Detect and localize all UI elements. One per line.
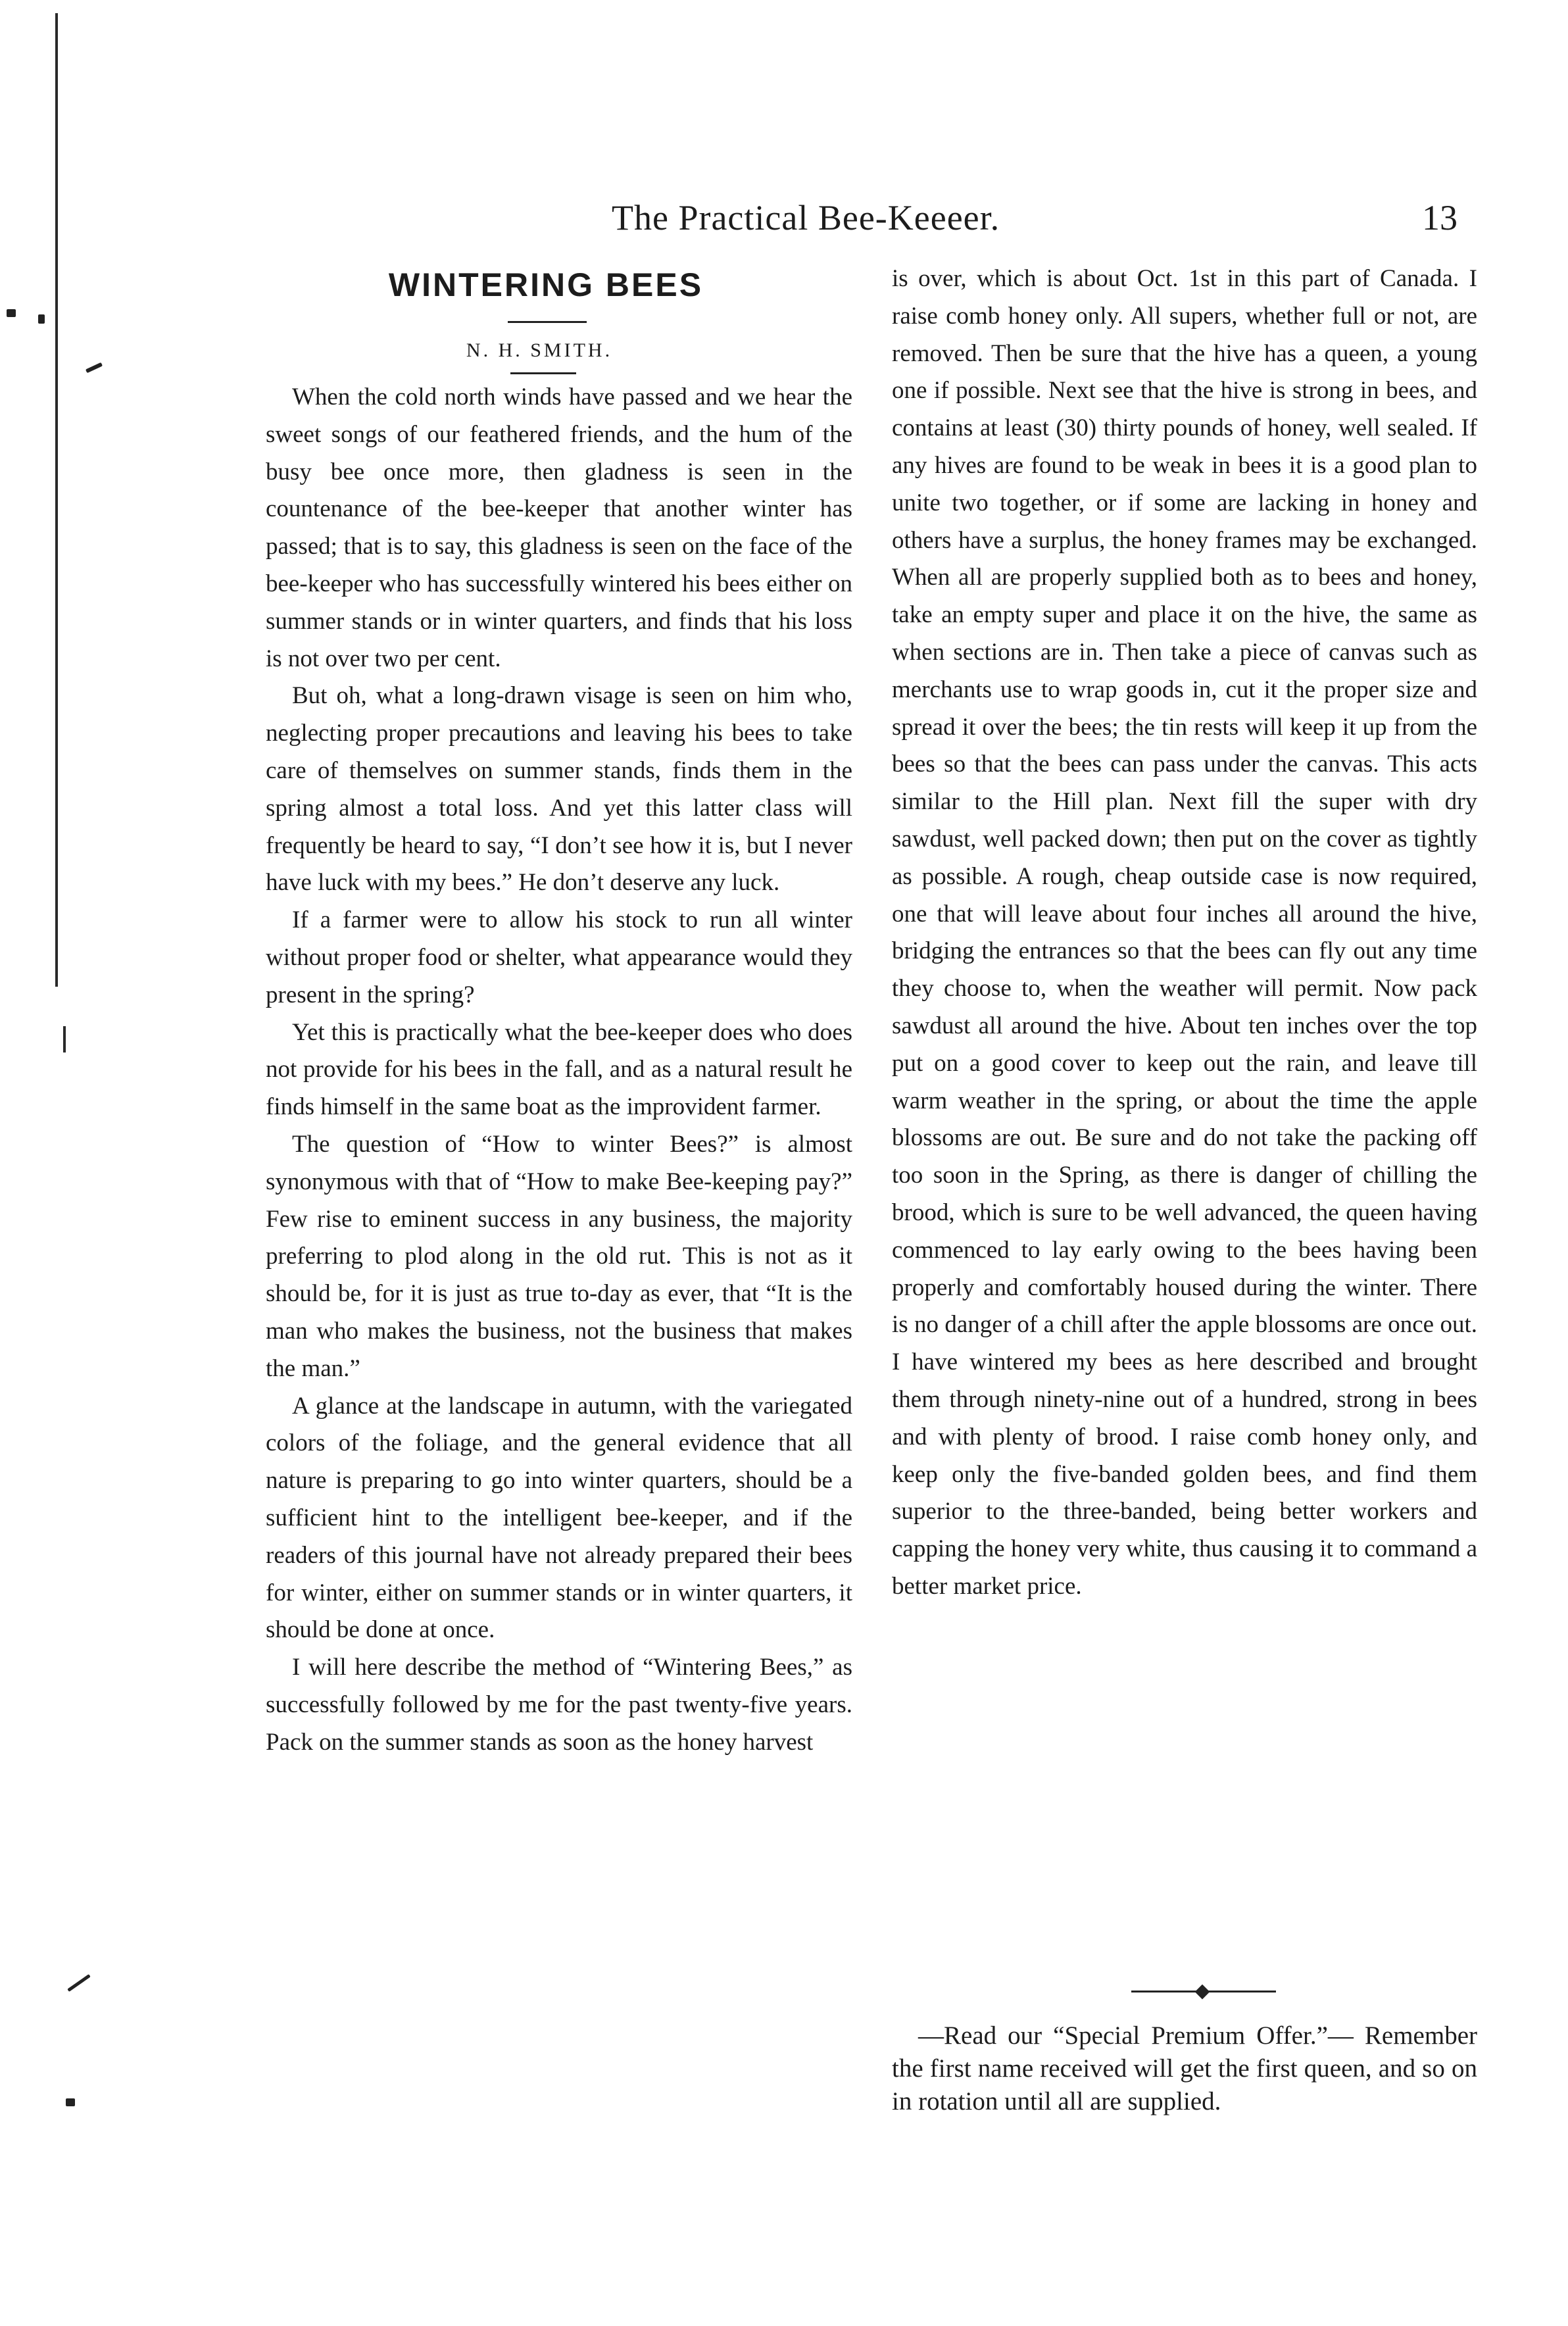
margin-rule-lower bbox=[63, 1026, 66, 1052]
notice-text: —Read our “Special Premium Offer.”— Remember the first name received will get the first queen, and so on in rotation until all are supplied. bbox=[892, 2021, 1477, 2116]
running-title: The Practical Bee-Keeeer. bbox=[612, 198, 1000, 237]
paragraph: Yet this is practically what the bee-keeper does who does not provide for his bees in the fall, and as a natural result he finds himself in the same boat as the improvident farmer. bbox=[266, 1018, 852, 1121]
margin-rule bbox=[55, 13, 58, 987]
section-divider bbox=[1131, 1987, 1276, 1996]
article-title: WINTERING BEES bbox=[388, 266, 704, 303]
margin-speck bbox=[38, 314, 45, 324]
page-number: 13 bbox=[1422, 198, 1458, 237]
byline: N. H. SMITH. bbox=[466, 339, 613, 361]
margin-speck bbox=[86, 362, 103, 373]
paragraph: A glance at the landscape in autumn, with the variegated colors of the foliage, and the general evidence that all nature is preparing to go into winter quarters, should be a sufficient hint to the intelligent bee-keeper, and if the readers of this journal have not already prepared their bees for winter, either on summer stands or in winter quarters, it should be done at once. bbox=[266, 1392, 852, 1644]
divider-ornament bbox=[1195, 1985, 1210, 2000]
paragraph: But oh, what a long-drawn visage is seen on him who, neglecting proper precautions and leaving his bees to take care of themselves on summer stands, finds them in the spring almost a total loss. And yet this latter class will frequently be heard to say, “I don’t see how it is, but I never have luck with my bees.” He don’t deserve any luck. bbox=[266, 682, 852, 897]
page-header bbox=[0, 197, 1568, 257]
title-rule bbox=[508, 321, 587, 323]
paragraph-continued: is over, which is about Oct. 1st in this part of Canada. I raise comb honey only. All supers, whether full or not, are removed. Then be sure that the hive has a queen, a young one if possible. Next see that the hive is strong in bees, and contains at least (30) thirty pounds of honey, well sealed. If any hives are found to be weak in bees it is a good plan to unite two together, or if some are lacking in honey and others have a surplus, the honey frames may be exchanged. When all are properly supplied both as to bees and honey, take an empty super and place it on the hive, the same as when sections are in. Then take a piece of canvas such as merchants use to wrap goods in, cut it the proper size and spread it over the bees; the tin rests will keep it up from the bees so that the bees can pass under the canvas. This acts similar to the Hill plan. Next fill the super with dry sawdust, well packed down; then put on the cover as tightly as possible. A rough, cheap outside case is now required, one that will leave about four inches all around the hive, bridging the entrances so that the bees can fly out any time they choose to, when the weather will permit. Now pack sawdust all around the hive. About ten inches over the top put on a good cover to keep out the rain, and leave till warm weather in the spring, or about the time the apple blossoms are out. Be sure and do not take the packing off too soon in the Spring, as there is danger of chilling the brood, which is sure to be well advanced, the queen having commenced to lay early owing to the bees having been properly and comfortably housed during the winter. There is no danger of a chill after the apple blossoms are once out. I have wintered my bees as here described and brought them through ninety-nine out of a hundred, strong in bees and with plenty of brood. I raise comb honey only, and keep only the five-banded golden bees, and find them superior to the three-banded, being better workers and capping the honey very white, thus causing it to command a better market price. bbox=[892, 265, 1477, 1600]
byline-rule bbox=[510, 372, 576, 374]
premium-offer-notice bbox=[892, 2019, 1477, 2118]
paragraph: If a farmer were to allow his stock to run all winter without proper food or shelter, what appearance would they present in the spring? bbox=[266, 906, 852, 1008]
margin-speck bbox=[66, 2098, 75, 2106]
right-column bbox=[892, 260, 1477, 1606]
margin-speck bbox=[7, 309, 16, 317]
paragraph: When the cold north winds have passed and we hear the sweet songs of our feathered friends, and the hum of the busy bee once more, then gladness is seen in the countenance of the bee-keeper that another winter has passed; that is to say, this gladness is seen on the face of the bee-keeper who has successfully wintered his bees either on summer stands or in winter quarters, and finds that his loss is not over two per cent. bbox=[266, 384, 852, 672]
paragraph: I will here describe the method of “Wintering Bees,” as successfully followed by me for the past twenty-five years. Pack on the summer stands as soon as the honey harvest bbox=[266, 1654, 852, 1756]
paragraph: The question of “How to winter Bees?” is almost synonymous with that of “How to make Bee-keeping pay?” Few rise to eminent success in any business, the majority preferring to plod along in the old rut. This is not as it should be, for it is just as true to-day as ever, that “It is the man who makes the business, not the business that makes the man.” bbox=[266, 1130, 852, 1382]
margin-speck bbox=[67, 1974, 91, 1992]
left-column bbox=[266, 379, 852, 1761]
